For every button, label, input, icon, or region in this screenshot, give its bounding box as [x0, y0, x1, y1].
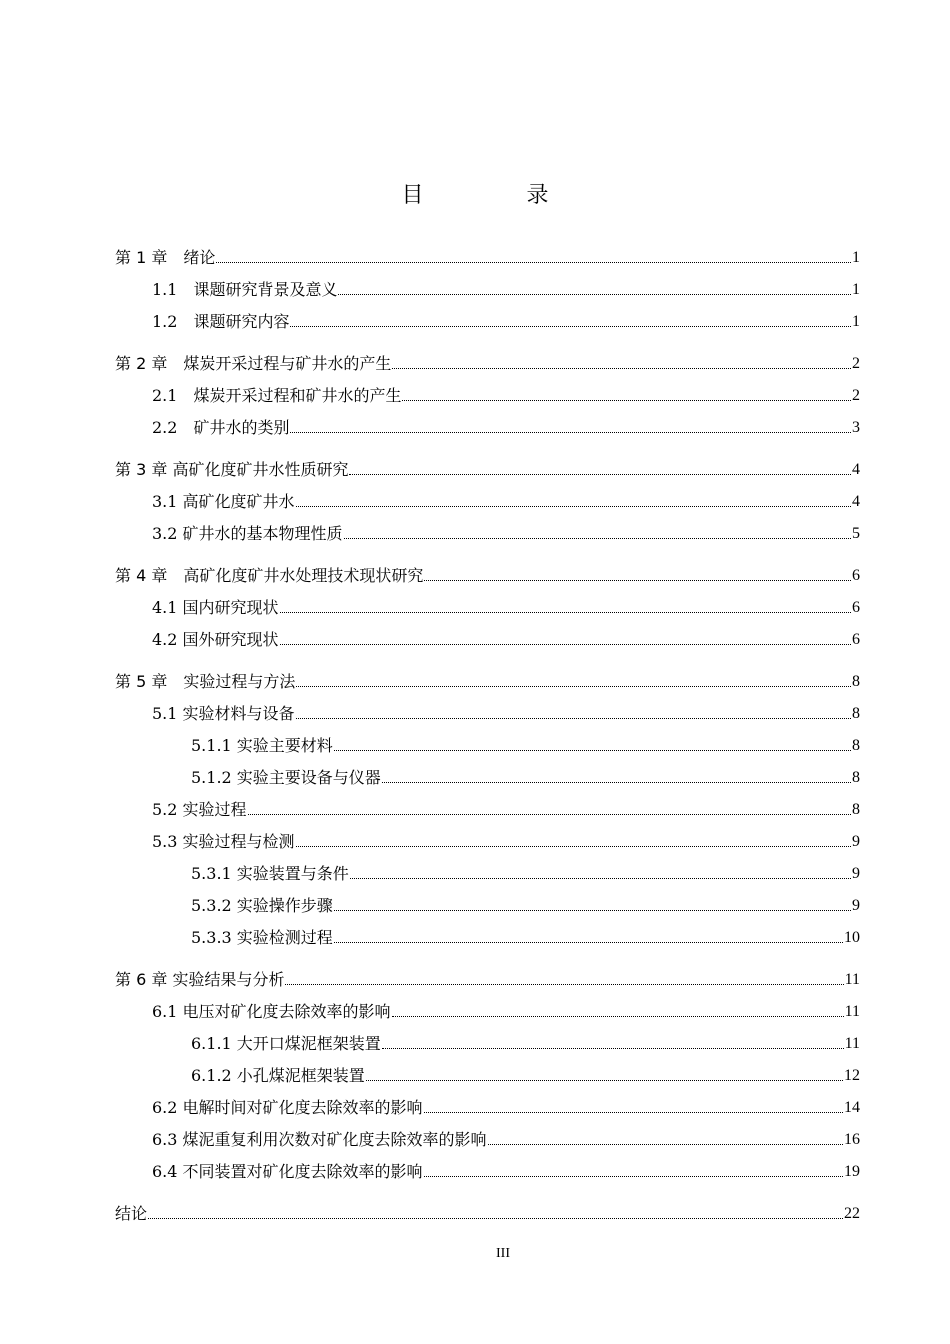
dot-leader [424, 579, 851, 581]
toc-section-entry[interactable] [115, 308, 860, 332]
toc-section-entry[interactable] [115, 892, 860, 916]
dot-leader [334, 941, 843, 943]
toc-entry-label: 第 4 章 高矿化度矿井水处理技术现状研究 [115, 566, 424, 585]
toc-chapter-entry[interactable] [115, 668, 860, 692]
dot-leader [424, 1111, 843, 1113]
toc-entry-label: 4.2 国外研究现状 [152, 630, 279, 649]
dot-leader [296, 505, 851, 507]
toc-entry-page-number: 16 [844, 1131, 860, 1148]
toc-entry-label: 第 5 章 实验过程与方法 [115, 672, 296, 691]
toc-entry-page-number: 12 [844, 1067, 860, 1084]
dot-leader [366, 1079, 843, 1081]
toc-section-entry[interactable] [115, 594, 860, 618]
toc-entry-label: 1.2 课题研究内容 [152, 312, 290, 331]
toc-entry-label: 6.3 煤泥重复利用次数对矿化度去除效率的影响 [152, 1130, 487, 1149]
toc-entry-label: 5.3.1 实验装置与条件 [191, 864, 349, 883]
dot-leader [350, 877, 851, 879]
toc-section-entry[interactable] [115, 276, 860, 300]
dot-leader [344, 537, 851, 539]
dot-leader [296, 845, 851, 847]
toc-section-entry[interactable] [115, 1126, 860, 1150]
toc-entry-page-number: 1 [852, 249, 860, 266]
dot-leader [488, 1143, 843, 1145]
toc-entry-label: 结论 [115, 1204, 148, 1223]
toc-entry-label: 6.2 电解时间对矿化度去除效率的影响 [152, 1098, 423, 1117]
toc-entry-label: 2.1 煤炭开采过程和矿井水的产生 [152, 386, 402, 405]
toc-entry-page-number: 8 [852, 705, 860, 722]
toc-entry-page-number: 4 [852, 461, 860, 478]
dot-leader [280, 643, 851, 645]
toc-entry-page-number: 22 [844, 1205, 860, 1222]
toc-entry-page-number: 10 [844, 929, 860, 946]
toc-entry-page-number: 6 [852, 567, 860, 584]
toc-entry-page-number: 8 [852, 769, 860, 786]
toc-entry-label: 5.2 实验过程 [152, 800, 247, 819]
toc-entry-label: 6.1 电压对矿化度去除效率的影响 [152, 1002, 391, 1021]
toc-section-entry[interactable] [115, 488, 860, 512]
toc-entry-label: 第 3 章 高矿化度矿井水性质研究 [115, 460, 349, 479]
toc-entry-label: 第 6 章 实验结果与分析 [115, 970, 285, 989]
toc-entry-label: 6.1.1 大开口煤泥框架装置 [191, 1034, 381, 1053]
dot-leader [148, 1217, 843, 1219]
toc-chapter-entry[interactable] [115, 244, 860, 268]
toc-entry-label: 3.1 高矿化度矿井水 [152, 492, 295, 511]
toc-entry-page-number: 19 [844, 1163, 860, 1180]
toc-title: 目 录 [401, 183, 597, 208]
dot-leader [338, 293, 851, 295]
dot-leader [334, 749, 851, 751]
toc-entry-page-number: 8 [852, 737, 860, 754]
toc-entry-page-number: 1 [852, 313, 860, 330]
toc-entry-page-number: 14 [844, 1099, 860, 1116]
toc-entry-page-number: 11 [844, 1003, 860, 1020]
dot-leader [248, 813, 851, 815]
toc-entry-page-number: 8 [852, 673, 860, 690]
dot-leader [216, 261, 851, 263]
toc-entry-page-number: 5 [852, 525, 860, 542]
toc-section-entry[interactable] [115, 1030, 860, 1054]
toc-section-entry[interactable] [115, 998, 860, 1022]
dot-leader [382, 781, 851, 783]
toc-entry-page-number: 6 [852, 599, 860, 616]
toc-entry-label: 6.4 不同装置对矿化度去除效率的影响 [152, 1162, 423, 1181]
toc-entry-label: 5.3.3 实验检测过程 [191, 928, 333, 947]
toc-section-entry[interactable] [115, 626, 860, 650]
toc-section-entry[interactable] [115, 828, 860, 852]
dot-leader [285, 983, 843, 985]
toc-entry-label: 第 2 章 煤炭开采过程与矿井水的产生 [115, 354, 392, 373]
toc-entry-page-number: 11 [844, 1035, 860, 1052]
dot-leader [424, 1175, 843, 1177]
toc-chapter-entry[interactable] [115, 562, 860, 586]
toc-section-entry[interactable] [115, 1158, 860, 1182]
toc-entry-label: 5.1.2 实验主要设备与仪器 [191, 768, 381, 787]
toc-section-entry[interactable] [115, 382, 860, 406]
toc-entry-page-number: 4 [852, 493, 860, 510]
toc-entry-label: 5.1 实验材料与设备 [152, 704, 295, 723]
toc-chapter-entry[interactable] [115, 1200, 860, 1224]
toc-entry-page-number: 6 [852, 631, 860, 648]
toc-entry-page-number: 9 [852, 865, 860, 882]
dot-leader [402, 399, 851, 401]
toc-entry-page-number: 8 [852, 801, 860, 818]
toc-entry-page-number: 2 [852, 355, 860, 372]
dot-leader [349, 473, 851, 475]
toc-entry-label: 5.3.2 实验操作步骤 [191, 896, 333, 915]
dot-leader [334, 909, 851, 911]
toc-section-entry[interactable] [115, 1062, 860, 1086]
toc-entry-page-number: 9 [852, 833, 860, 850]
toc-section-entry[interactable] [115, 414, 860, 438]
toc-chapter-entry[interactable] [115, 456, 860, 480]
toc-section-entry[interactable] [115, 732, 860, 756]
toc-entry-page-number: 11 [844, 971, 860, 988]
dot-leader [392, 1015, 844, 1017]
toc-entry-label: 3.2 矿井水的基本物理性质 [152, 524, 343, 543]
toc-entry-label: 4.1 国内研究现状 [152, 598, 279, 617]
toc-section-entry[interactable] [115, 700, 860, 724]
toc-section-entry[interactable] [115, 924, 860, 948]
toc-chapter-entry[interactable] [115, 350, 860, 374]
dot-leader [392, 367, 851, 369]
toc-entry-page-number: 1 [852, 281, 860, 298]
toc-section-entry[interactable] [115, 520, 860, 544]
toc-entry-label: 5.3 实验过程与检测 [152, 832, 295, 851]
dot-leader [296, 717, 851, 719]
dot-leader [290, 325, 851, 327]
toc-entry-label: 2.2 矿井水的类别 [152, 418, 290, 437]
toc-entry-page-number: 9 [852, 897, 860, 914]
toc-entry-label: 第 1 章 绪论 [115, 248, 216, 267]
dot-leader [382, 1047, 844, 1049]
toc-section-entry[interactable] [115, 764, 860, 788]
toc-entry-label: 1.1 课题研究背景及意义 [152, 280, 338, 299]
page-number-footer: III [496, 1246, 510, 1261]
toc-entry-label: 5.1.1 实验主要材料 [191, 736, 333, 755]
toc-entry-page-number: 2 [852, 387, 860, 404]
toc-chapter-entry[interactable] [115, 966, 860, 990]
dot-leader [296, 685, 851, 687]
toc-section-entry[interactable] [115, 1094, 860, 1118]
toc-entry-label: 6.1.2 小孔煤泥框架装置 [191, 1066, 365, 1085]
toc-section-entry[interactable] [115, 796, 860, 820]
dot-leader [290, 431, 851, 433]
dot-leader [280, 611, 851, 613]
toc-entry-page-number: 3 [852, 419, 860, 436]
toc-section-entry[interactable] [115, 860, 860, 884]
